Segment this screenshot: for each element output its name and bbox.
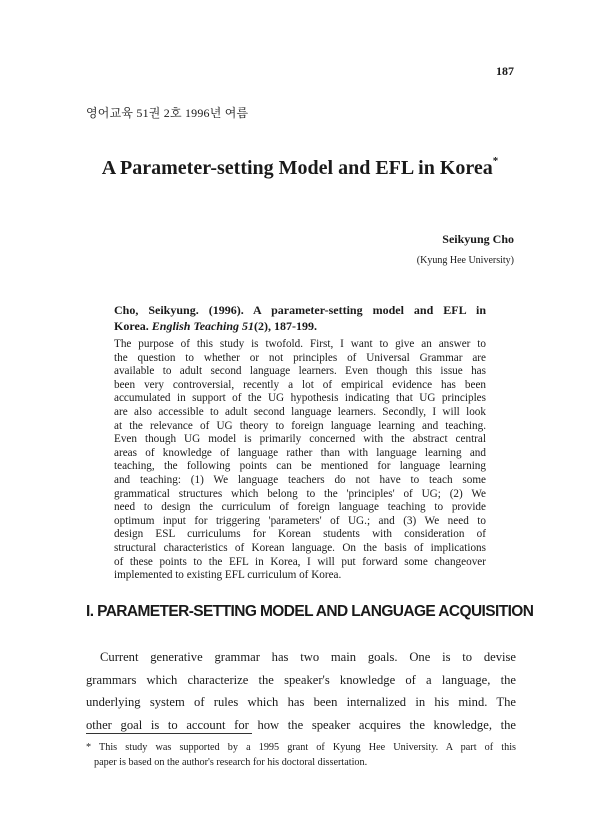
body-line: underlying system of rules which has been internalized in his mind. The <box>86 695 516 709</box>
citation-line-2 <box>114 318 486 334</box>
citation-journal: English Teaching 51 <box>151 319 255 333</box>
citation-prefix: Korea. <box>114 319 152 333</box>
abstract-line: design ESL curriculums for Korean students with consideration of <box>114 528 486 541</box>
footnote-line: * This study was supported by a 1995 grant of Kyung Hee University. A part of this <box>86 742 516 753</box>
paper-title-text: A Parameter-setting Model and EFL in Korea <box>101 157 493 179</box>
citation-line-1: Cho, Seikyung. (1996). A parameter-setting model and EFL in <box>114 303 486 317</box>
abstract-line: need to design the curriculum of foreign language teaching to provide <box>114 501 486 514</box>
abstract-line: been very controversial, recently a lot of empirical evidence has been <box>114 378 486 391</box>
abstract-line: at the relevance of UG theory to foreign language learning and teaching. <box>114 419 486 432</box>
footnote <box>86 740 516 770</box>
author-affiliation: (Kyung Hee University) <box>416 255 514 266</box>
author-name: Seikyung Cho <box>442 232 514 246</box>
section-heading: I. PARAMETER-SETTING MODEL AND LANGUAGE ACQUISITION <box>86 603 534 620</box>
citation-block <box>114 302 486 334</box>
body-line: other goal is to account for how the speaker acquires the knowledge, the <box>86 717 516 732</box>
abstract-line: grammatical structures which belong to the 'principles' of UG; (2) We <box>114 487 486 500</box>
paper-title <box>0 157 600 180</box>
abstract-line: areas of knowledge of language rather than with language learning and <box>114 446 486 459</box>
footnote-line: paper is based on the author's research for his doctoral dissertation. <box>94 757 368 768</box>
abstract-line: structural characteristics of Korean language. On the basis of implications <box>114 541 486 554</box>
body-line: grammars which characterize the speaker's knowledge of a language, the <box>86 672 516 687</box>
abstract-line: Even though UG model is primarily concerned with the abstract central <box>114 433 486 446</box>
footnote-divider <box>86 733 252 734</box>
abstract-line: of these points to the EFL in Korea, I will put forward some changeover <box>114 555 486 568</box>
body-paragraph <box>86 646 516 736</box>
journal-header: 영어교육 51권 2호 1996년 여름 <box>86 106 249 120</box>
abstract-line: implemented to existing EFL curriculum of Korea. <box>114 569 342 582</box>
abstract-line: the question to whether or not principles of Universal Grammar are <box>114 351 486 364</box>
body-line: Current generative grammar has two main goals. One is to devise <box>100 650 516 664</box>
title-footnote-marker: * <box>492 155 499 168</box>
abstract-line: available to adult second language learners. Even though this issue has <box>114 365 486 378</box>
abstract <box>114 338 486 583</box>
page-number: 187 <box>496 64 514 78</box>
abstract-line: teaching, the following points can be mentioned for language learning <box>114 460 486 473</box>
citation-suffix: (2), 187-199. <box>254 319 318 333</box>
abstract-line: accumulated in support of the UG hypothesis indicating that UG principles <box>114 392 486 405</box>
abstract-line: The purpose of this study is twofold. First, I want to give an answer to <box>114 338 486 350</box>
abstract-line: are also accessible to adult second language learners. Secondly, I will look <box>114 405 486 418</box>
abstract-line: optimum input for triggering 'parameters' of UG.; and (3) We need to <box>114 514 486 527</box>
abstract-line: and teaching: (1) We language teachers do not have to teach some <box>114 473 486 486</box>
